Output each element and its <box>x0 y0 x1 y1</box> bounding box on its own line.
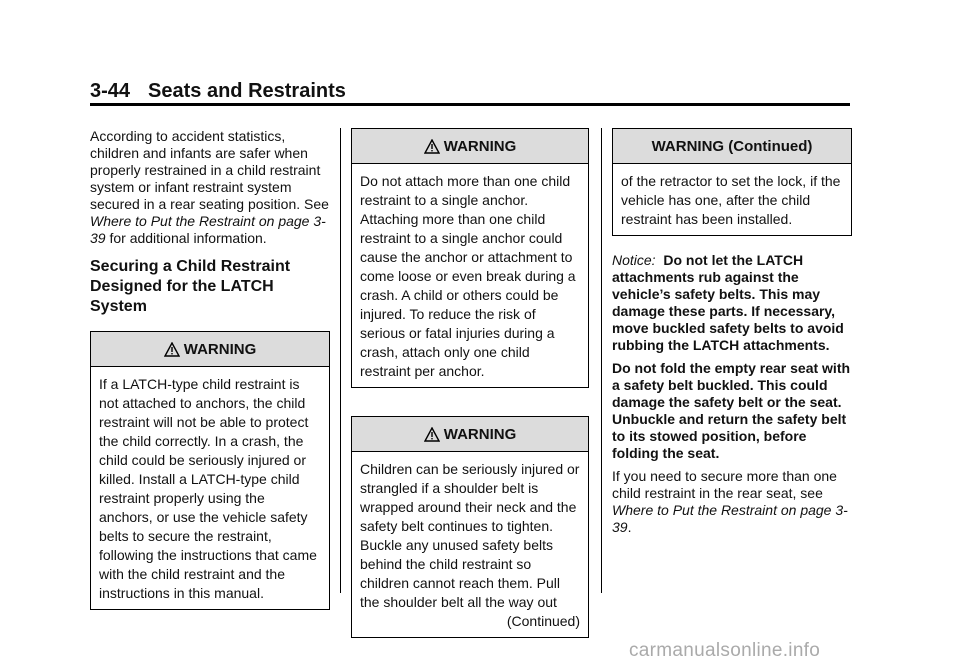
column-2 <box>351 128 589 638</box>
warning-body <box>352 452 588 637</box>
warning-triangle-icon <box>424 139 440 154</box>
warning-title: WARNING (Continued) <box>651 137 813 155</box>
reference-text: If you need to secure more than one child restraint in the rear seat, see <box>612 468 837 501</box>
warning-header <box>352 129 588 164</box>
warning-title: WARNING <box>443 425 517 443</box>
warning-body-text: Children can be seriously injured or strangled if a shoulder belt is wrapped around their neck and the safety belt continues to tighten. Buckle any unused safety belts behind the child restraint so children cannot reach them. Pull the shoulder belt all the way out <box>360 461 580 610</box>
warning-title: WARNING <box>443 137 517 155</box>
notice-label: Notice: <box>612 252 656 268</box>
warning-header <box>613 129 851 164</box>
continued-label: (Continued) <box>506 613 580 629</box>
watermark: carmanualsonline.info <box>629 640 821 661</box>
warning-body: If a LATCH-type child restraint is not attached to anchors, the child restraint will not be able to protect the child correctly. In a crash, the child could be seriously injured or killed. Install a LATCH-type child restraint properly using the anchors, or use the vehicle safety belts to secure the restraint, following the instructions that came with the child restraint and the instructions in this manual. <box>99 376 317 601</box>
reference-paragraph <box>612 468 852 536</box>
notice-text: Do not let the LATCH attachments rub against the vehicle’s safety belts. This may damage these parts. If necessary, move buckled safety belts to avoid rubbing the LATCH attachments. <box>612 252 844 353</box>
header-rule <box>90 103 850 106</box>
warning-box-shoulder-belt <box>351 416 589 638</box>
warning-box-latch <box>90 331 330 610</box>
column-3 <box>612 128 852 536</box>
warning-body: Do not attach more than one child restraint to a single anchor. Attaching more than one child restraint to a single anchor could cause the anchor or attachment to come loose or even break during a crash. A child or others could be injured. To reduce the risk of serious or fatal injuries during a crash, attach only one child restraint per anchor. <box>360 173 576 379</box>
intro-text-end: for additional information. <box>105 230 267 246</box>
page-number: 3-44 <box>90 80 131 102</box>
warning-title: WARNING <box>183 340 257 358</box>
intro-paragraph <box>90 128 330 247</box>
notice-paragraph <box>612 252 852 354</box>
warning-body: of the retractor to set the lock, if the vehicle has one, after the child restraint has been installed. <box>621 173 841 227</box>
warning-triangle-icon <box>424 427 440 442</box>
warning-header <box>352 417 588 452</box>
column-divider-1 <box>340 128 341 593</box>
intro-reference-link[interactable]: Where to Put the Restraint on page 3-39 <box>90 213 326 246</box>
warning-header <box>91 332 329 367</box>
reference-link[interactable]: Where to Put the Restraint on page 3-39 <box>612 502 848 535</box>
column-divider-2 <box>601 128 602 593</box>
intro-text: According to accident statistics, children and infants are safer when properly restrained in a child restraint system or infant restraint system secured in a rear seating position. See <box>90 128 329 212</box>
notice-paragraph-2: Do not fold the empty rear seat with a safety belt buckled. This could damage the safety belt or the seat. Unbuckle and return the safety belt to its stowed position, before folding the seat. <box>612 360 851 461</box>
section-title: Seats and Restraints <box>148 80 346 102</box>
warning-triangle-icon <box>164 342 180 357</box>
column-1 <box>90 128 330 610</box>
reference-text-end: . <box>627 519 632 535</box>
warning-box-single-anchor <box>351 128 589 388</box>
warning-box-continued <box>612 128 852 236</box>
subheading: Securing a Child Restraint Designed for the LATCH System <box>90 258 291 315</box>
page-header <box>90 80 346 103</box>
